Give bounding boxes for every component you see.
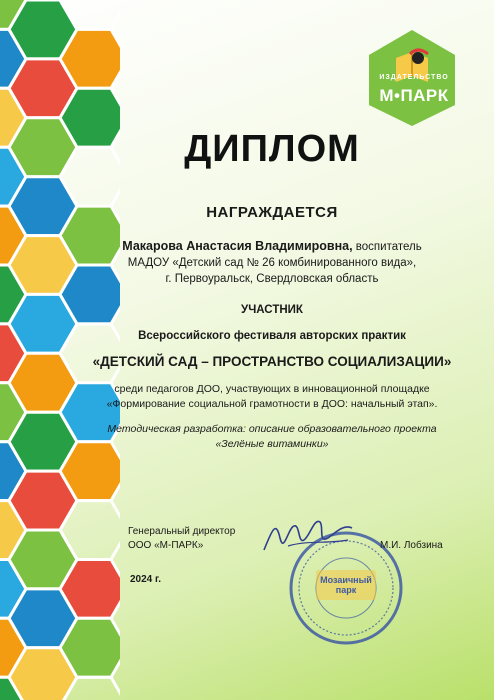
handwritten-signature: [258, 510, 358, 560]
recipient-name: Макарова Анастасия Владимировна,: [122, 239, 353, 253]
recipient-city: г. Первоуральск, Свердловская область: [165, 273, 379, 285]
seal-label-line: Мозаичный: [320, 575, 372, 585]
logo-brand-name: М•ПАРК: [379, 86, 449, 105]
participant-role: УЧАСТНИК: [241, 304, 303, 316]
description-line: среди педагогов ДОО, участвующих в инновационной площадке: [114, 383, 430, 395]
method-block: [80, 422, 464, 452]
awarded-heading: НАГРАЖДАЕТСЯ: [206, 204, 338, 221]
signatory-name: М.И. Лобзина: [380, 540, 443, 551]
method-line: Методическая разработка: описание образовательного проекта: [107, 423, 437, 435]
signatory-company: ООО «М-ПАРК»: [128, 540, 204, 551]
recipient-position: воспитатель: [352, 241, 422, 253]
seal-label: [318, 575, 374, 595]
year-label: 2024 г.: [130, 574, 161, 585]
signatory-title-line: Генеральный директор: [128, 526, 236, 537]
signatory-title: [128, 525, 235, 553]
description-line: «Формирование социальной грамотности в ДОО: начальный этап».: [106, 398, 438, 410]
logo-publisher-label: ИЗДАТЕЛЬСТВО: [379, 74, 449, 81]
diploma-title: ДИПЛОМ: [184, 128, 360, 170]
recipient-block: [80, 238, 464, 287]
festival-name: Всероссийского фестиваля авторских практик: [138, 330, 406, 342]
recipient-organization: МАДОУ «Детский сад № 26 комбинированного вида»,: [127, 257, 417, 269]
festival-theme: «ДЕТСКИЙ САД – ПРОСТРАНСТВО СОЦИАЛИЗАЦИИ»: [92, 354, 452, 369]
seal-label-line: парк: [335, 585, 357, 595]
hexagon-mosaic-decoration: [0, 0, 120, 700]
description-block: [80, 382, 464, 412]
method-line: «Зелёные витаминки»: [215, 438, 329, 450]
